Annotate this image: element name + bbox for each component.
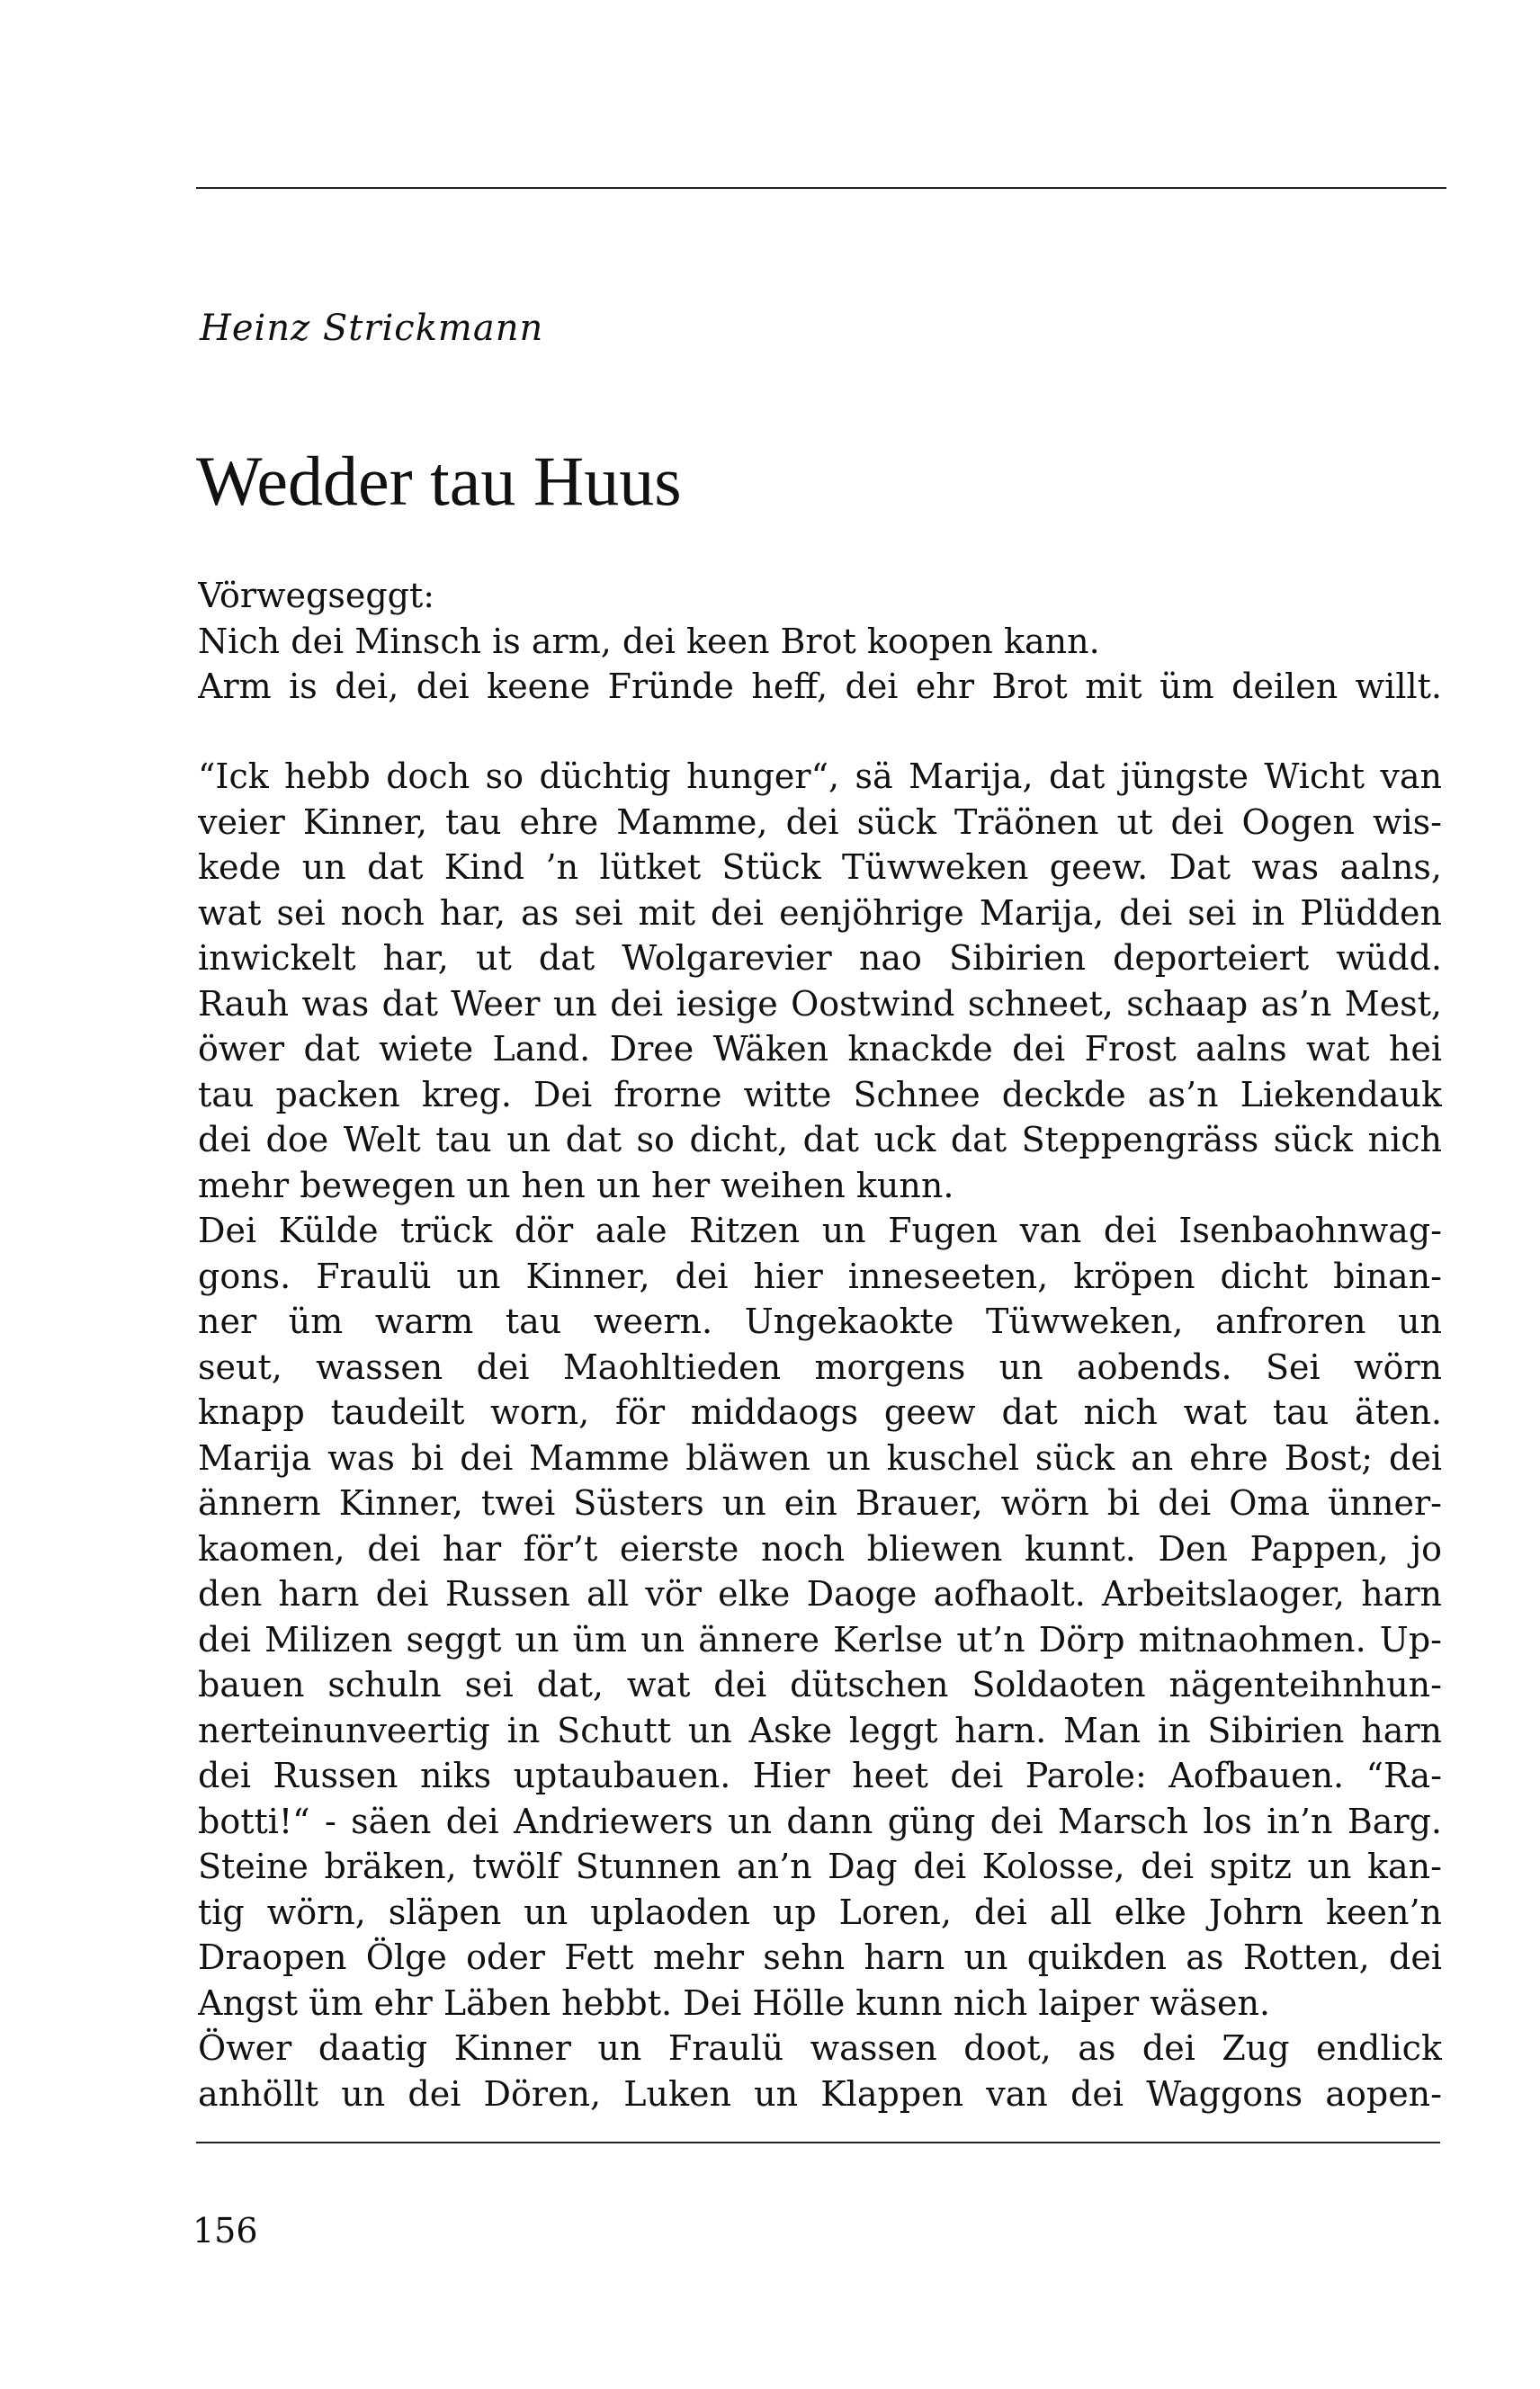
body-text: [198, 754, 1442, 2116]
text-line: Marija was bi dei Mamme bläwen un kuschel sück an ehre Bost; dei: [198, 1437, 1442, 1478]
text-line: botti!“ - säen dei Andriewers un dann güng dei Marsch los in’n Barg.: [198, 1801, 1442, 1841]
text-line: dei Russen niks uptaubauen. Hier heet dei Parole: Aofbauen. “Ra-: [198, 1756, 1442, 1795]
page-number: 156: [192, 2211, 258, 2250]
text-line: ännern Kinner, twei Süsters un ein Brauer, wörn bi dei Oma ünner-: [198, 1483, 1442, 1523]
text-line: veier Kinner, tau ehre Mamme, dei sück Träönen ut dei Oogen wis-: [198, 801, 1442, 842]
preface-line: Arm is dei, dei keene Fründe heff, dei ehr Brot mit üm deilen willt.: [198, 667, 1442, 706]
top-rule: [196, 187, 1446, 189]
text-line: Rauh was dat Weer un dei iesige Oostwind schneet, schaap as’n Mest,: [198, 983, 1442, 1024]
text-line: ner üm warm tau weern. Ungekaokte Tüwweken, anfroren un: [198, 1302, 1442, 1341]
text-line: den harn dei Russen all vör elke Daoge aofhaolt. Arbeitslaoger, harn: [198, 1574, 1442, 1614]
text-line: kede un dat Kind ’n lütket Stück Tüwweken geew. Dat was aalns,: [198, 847, 1442, 887]
text-line: gons. Fraulü un Kinner, dei hier inneseeten, kröpen dicht binan-: [198, 1256, 1442, 1296]
text-line: öwer dat wiete Land. Dree Wäken knackde dei Frost aalns wat hei: [198, 1029, 1442, 1069]
text-line: Steine bräken, twölf Stunnen an’n Dag dei Kolosse, dei spitz un kan-: [198, 1847, 1442, 1886]
text-line: wat sei noch har, as sei mit dei eenjöhrige Marija, dei sei in Plüdden: [198, 892, 1442, 933]
text-line: dei doe Welt tau un dat so dicht, dat uck dat Steppengräss sück nich: [198, 1120, 1442, 1159]
chapter-title: Wedder tau Huus: [196, 442, 682, 520]
text-line: dei Milizen seggt un üm un ännere Kerlse ut’n Dörp mitnaohmen. Up-: [198, 1619, 1442, 1660]
text-line: Öwer daatig Kinner un Fraulü wassen doot, as dei Zug endlick: [198, 2028, 1442, 2068]
text-line: nerteinunveertig in Schutt un Aske leggt harn. Man in Sibirien harn: [198, 1710, 1442, 1750]
text-line: mehr bewegen un hen un her weihen kunn.: [198, 1165, 954, 1205]
text-line: kaomen, dei har för’t eierste noch bliewen kunnt. Den Pappen, jo: [198, 1528, 1442, 1569]
text-line: “Ick hebb doch so düchtig hunger“, sä Marija, dat jüngste Wicht van: [198, 756, 1442, 796]
author-name: Heinz Strickmann: [200, 308, 544, 349]
text-line: anhöllt un dei Dören, Luken un Klappen van dei Waggons aopen-: [198, 2073, 1442, 2114]
preface-block: [198, 573, 1442, 710]
text-line: knapp taudeilt worn, för middaogs geew dat nich wat tau äten.: [198, 1392, 1442, 1432]
text-line: Angst üm ehr Läben hebbt. Dei Hölle kunn nich laiper wäsen.: [198, 1982, 1270, 2023]
preface-line: Nich dei Minsch is arm, dei keen Brot koopen kann.: [198, 621, 1100, 661]
bottom-rule: [196, 2142, 1440, 2143]
text-line: Dei Külde trück dör aale Ritzen un Fugen van dei Isenbaohnwag-: [198, 1211, 1442, 1250]
preface-line: Vörwegseggt:: [198, 576, 435, 615]
text-line: Draopen Ölge oder Fett mehr sehn harn un quikden as Rotten, dei: [198, 1937, 1442, 1977]
text-line: seut, wassen dei Maohltieden morgens un aobends. Sei wörn: [198, 1347, 1442, 1387]
text-line: tau packen kreg. Dei frorne witte Schnee deckde as’n Liekendauk: [198, 1074, 1442, 1114]
text-line: inwickelt har, ut dat Wolgarevier nao Sibirien deporteiert wüdd.: [198, 938, 1442, 978]
text-line: tig wörn, släpen un uplaoden up Loren, dei all elke Johrn keen’n: [198, 1892, 1442, 1932]
text-line: bauen schuln sei dat, wat dei dütschen Soldaoten nägenteihnhun-: [198, 1665, 1442, 1705]
